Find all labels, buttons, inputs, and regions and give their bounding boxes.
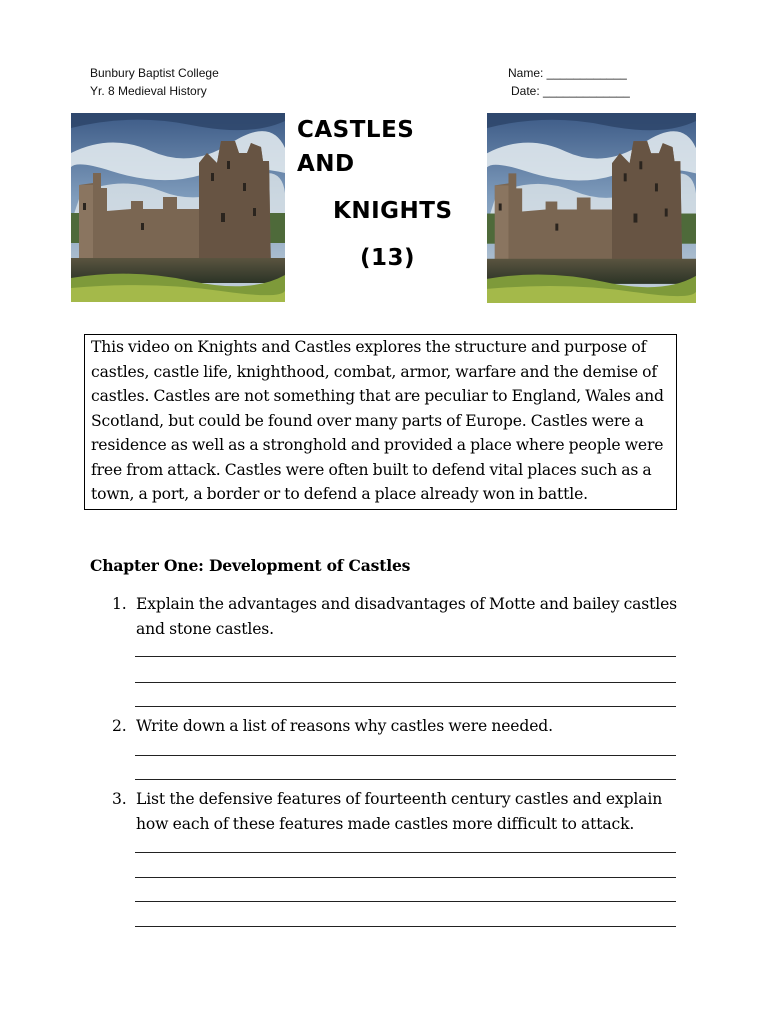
answer-line[interactable] [135, 755, 676, 756]
question-2 [112, 714, 682, 739]
question-3 [112, 787, 682, 836]
school-name: Bunbury Baptist College [90, 66, 219, 80]
question-1 [112, 592, 682, 641]
name-field[interactable]: Name: ____________ [508, 66, 627, 80]
question-text: Write down a list of reasons why castles were needed. [136, 717, 553, 735]
answer-line[interactable] [135, 877, 676, 878]
answer-line[interactable] [135, 852, 676, 853]
answer-line[interactable] [135, 926, 676, 927]
castle-photo-left [71, 113, 285, 302]
answer-line[interactable] [135, 706, 676, 707]
question-number: 1. [112, 595, 127, 613]
course-name: Yr. 8 Medieval History [90, 84, 207, 98]
chapter-heading: Chapter One: Development of Castles [90, 556, 411, 575]
title-line-1: CASTLES [297, 117, 415, 143]
answer-line[interactable] [135, 779, 676, 780]
date-field[interactable]: Date: _____________ [511, 84, 630, 98]
title-line-2: AND [297, 151, 355, 177]
school-header [90, 64, 219, 100]
intro-paragraph: This video on Knights and Castles explores the structure and purpose of castles, castle life, knighthood, combat, armor, warfare and the demise of castles. Castles are not something that are peculiar to England, Wales and Scotland, but could be found over many parts of Europe. Castles were a residence as well as a stronghold and provided a place where people were free from attack. Castles were often built to defend vital places such as a town, a port, a border or to defend a place already won in battle. [91, 338, 664, 503]
answer-line[interactable] [135, 656, 676, 657]
castle-photo-right [487, 113, 696, 303]
question-text: List the defensive features of fourteenth century castles and explain how each of these features made castles more difficult to attack. [136, 790, 663, 833]
question-number: 2. [112, 717, 127, 735]
title-line-4: (13) [360, 245, 416, 271]
student-fields [508, 64, 630, 100]
answer-line[interactable] [135, 682, 676, 683]
title-line-3: KNIGHTS [333, 198, 453, 224]
question-number: 3. [112, 790, 127, 808]
intro-text-box [84, 334, 677, 510]
answer-line[interactable] [135, 901, 676, 902]
question-text: Explain the advantages and disadvantages of Motte and bailey castles and stone castles. [136, 595, 678, 638]
